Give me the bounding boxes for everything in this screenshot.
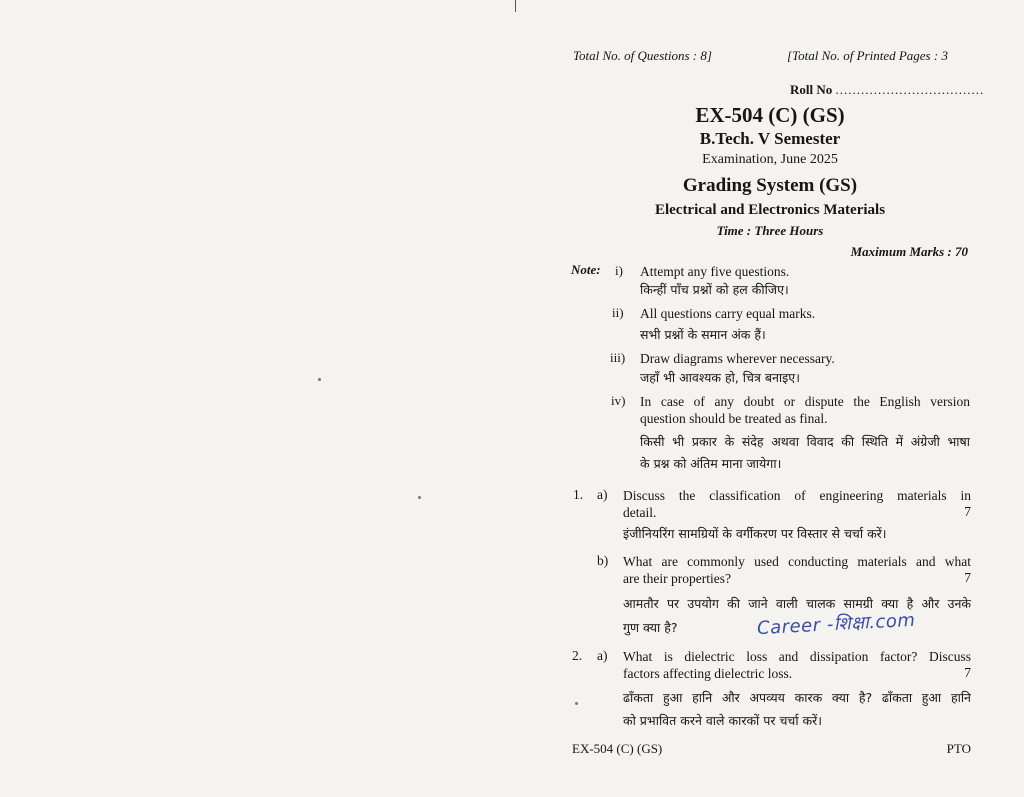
watermark-logo: Career -शिक्षा.com	[756, 609, 916, 640]
question-text	[623, 487, 971, 521]
paper-code: EX-504 (C) (GS)	[695, 103, 845, 127]
examination: Examination, June 2025	[702, 152, 838, 167]
question-line: What are commonly used conducting materials and what	[623, 554, 971, 569]
note-en: All questions carry equal marks.	[640, 306, 816, 321]
note-hi	[640, 431, 970, 475]
note-en-line: In case of any doubt or dispute the English version	[640, 394, 970, 409]
question-hi-line: ढाँकता हुआ हानि और अपव्यय कारक क्या है? ढाँकता हुआ हानि	[623, 690, 971, 705]
question-hi-line: को प्रभावित करने वाले कारकों पर चर्चा करें।	[623, 713, 822, 728]
maximum-marks: Maximum Marks : 70	[850, 244, 968, 259]
note-hi-line: के प्रश्न को अंतिम माना जायेगा।	[640, 456, 782, 471]
total-questions: Total No. of Questions : 8]	[573, 48, 712, 63]
question-hi	[623, 686, 971, 732]
footer-pto: PTO	[946, 741, 971, 756]
question-line: Discuss the classification of engineering materials in	[623, 488, 971, 503]
roll-number-field	[790, 82, 984, 98]
question-text	[623, 553, 971, 587]
question-text	[623, 648, 971, 682]
note-hi-line: किसी भी प्रकार के संदेह अथवा विवाद की स्थिति में अंग्रेजी भाषा	[640, 434, 970, 449]
marks-value: 7	[964, 665, 971, 680]
speck	[418, 496, 421, 499]
subject-title: Electrical and Electronics Materials	[654, 202, 886, 218]
part-label: a)	[597, 648, 608, 663]
note-hi: सभी प्रश्नों के समान अंक हैं।	[640, 327, 766, 342]
grading-system: Grading System (GS)	[682, 175, 858, 196]
note-num: iv)	[611, 393, 626, 408]
speck	[575, 702, 578, 705]
question-number: 2.	[572, 648, 583, 663]
question-line: detail.	[623, 505, 657, 520]
note-label: Note:	[571, 262, 601, 277]
note-hi: किन्हीं पाँच प्रश्नों को हल कीजिए।	[640, 282, 789, 297]
note-num: ii)	[612, 305, 624, 320]
question-line: What is dielectric loss and dissipation factor? Discuss	[623, 649, 971, 664]
question-hi: इंजीनियरिंग सामग्रियों के वर्गीकरण पर विस्तार से चर्चा करें।	[623, 526, 887, 541]
marks-value: 7	[964, 504, 971, 519]
roll-blank: ...................................	[835, 82, 985, 97]
note-en-line: question should be treated as final.	[640, 411, 828, 426]
speck	[318, 378, 321, 381]
marks-value: 7	[964, 570, 971, 585]
question-line: factors affecting dielectric loss.	[623, 666, 793, 681]
part-label: b)	[597, 553, 609, 568]
part-label: a)	[597, 487, 608, 502]
note-en: Draw diagrams wherever necessary.	[640, 351, 835, 366]
question-hi-line: गुण क्या है?	[623, 620, 678, 635]
question-line: are their properties?	[623, 571, 731, 586]
question-number: 1.	[573, 487, 584, 502]
roll-label: Roll No	[790, 82, 833, 97]
page-fold-mark	[515, 0, 516, 12]
note-num: iii)	[610, 350, 626, 365]
question-hi-line: आमतौर पर उपयोग की जाने वाली चालक सामग्री क्या है और उनके	[623, 596, 971, 611]
time-allowed: Time : Three Hours	[716, 223, 824, 238]
note-en	[640, 393, 970, 427]
total-pages: [Total No. of Printed Pages : 3	[787, 48, 948, 63]
footer-paper-code: EX-504 (C) (GS)	[572, 741, 663, 756]
note-hi: जहाँ भी आवश्यक हो, चित्र बनाइए।	[640, 370, 800, 385]
note-num: i)	[615, 263, 623, 278]
note-en: Attempt any five questions.	[640, 264, 790, 279]
semester: B.Tech. V Semester	[699, 129, 841, 148]
